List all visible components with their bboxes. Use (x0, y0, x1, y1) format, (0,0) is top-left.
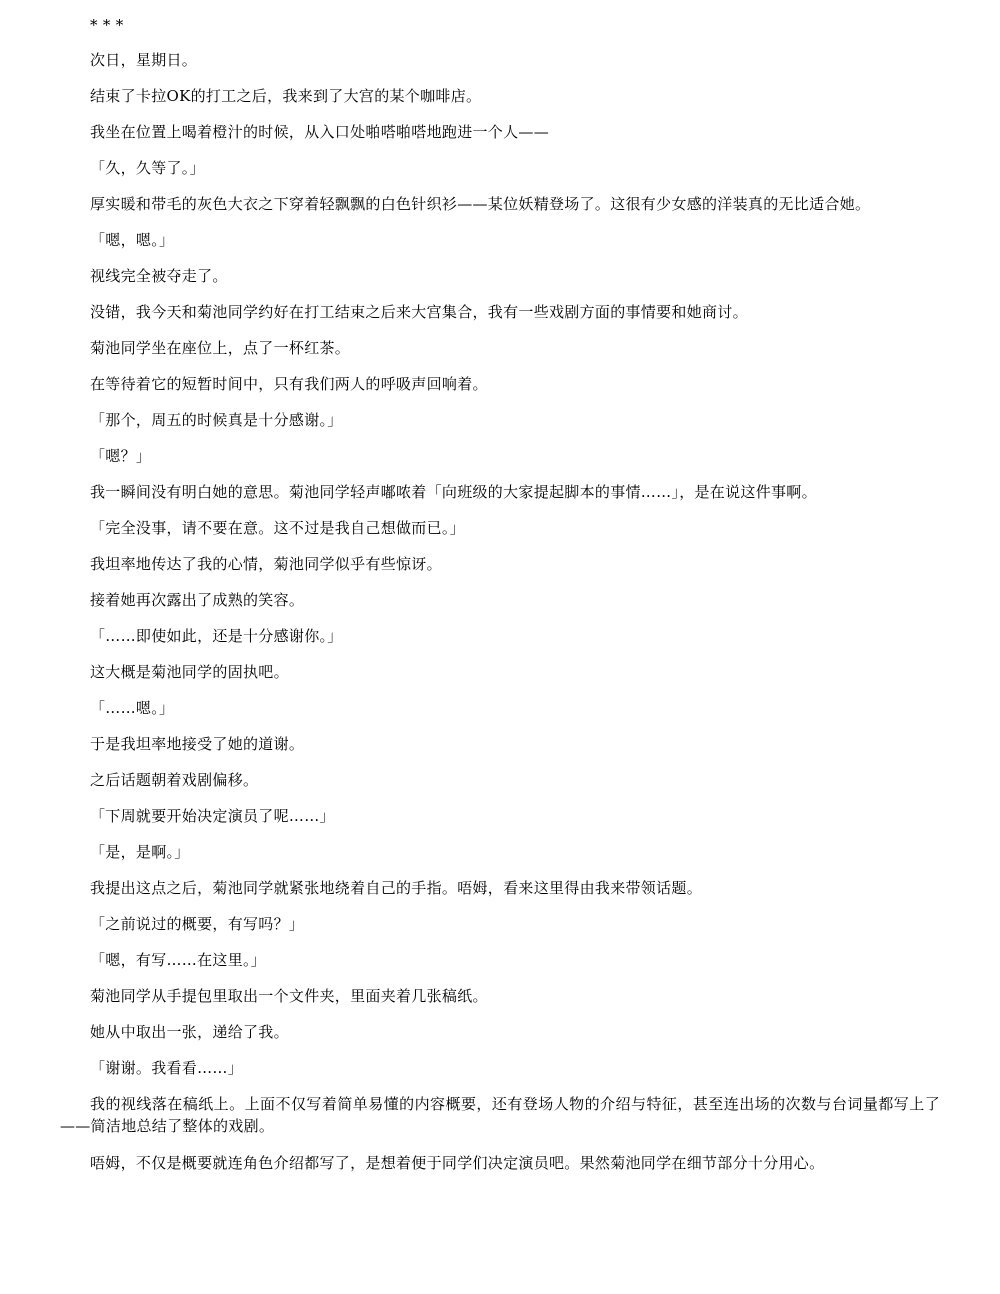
paragraph: 菊池同学坐在座位上，点了一杯红茶。 (90, 339, 351, 357)
paragraph: 这大概是菊池同学的固执吧。 (90, 663, 289, 681)
dialogue-line: 「……即使如此，还是十分感谢你。」 (90, 627, 343, 645)
scene-break: * * * (90, 16, 124, 34)
paragraph: 她从中取出一张，递给了我。 (90, 1023, 289, 1041)
dialogue-line: 「之前说过的概要，有写吗？」 (90, 915, 305, 933)
dialogue-line: 「完全没事，请不要在意。这不过是我自己想做而已。」 (90, 519, 466, 537)
paragraph: 没错，我今天和菊池同学约好在打工结束之后来大宫集合，我有一些戏剧方面的事情要和她商讨。 (90, 303, 748, 321)
paragraph: 我坐在位置上喝着橙汁的时候，从入口处啪嗒啪嗒地跑进一个人—— (90, 123, 550, 141)
dialogue-line: 「嗯，有写……在这里。」 (90, 951, 267, 969)
paragraph: 结束了卡拉OK的打工之后，我来到了大宫的某个咖啡店。 (90, 87, 482, 105)
paragraph: 菊池同学从手提包里取出一个文件夹，里面夹着几张稿纸。 (90, 987, 488, 1005)
dialogue-line: 「下周就要开始决定演员了呢……」 (90, 807, 335, 825)
paragraph: 之后话题朝着戏剧偏移。 (90, 771, 259, 789)
paragraph: 于是我坦率地接受了她的道谢。 (90, 735, 305, 753)
dialogue-line: 「谢谢。我看看……」 (90, 1059, 244, 1077)
dialogue-line: 「那个，周五的时候真是十分感谢。」 (90, 411, 343, 429)
paragraph: 视线完全被夺走了。 (90, 267, 228, 285)
dialogue-line: 「嗯？」 (90, 447, 152, 465)
paragraph: 接着她再次露出了成熟的笑容。 (90, 591, 305, 609)
paragraph: 我的视线落在稿纸上。上面不仅写着简单易懂的内容概要，还有登场人物的介绍与特征，甚至连出场的次数与台词量都写上了——简洁地总结了整体的戏剧。 (60, 1095, 940, 1135)
paragraph: 我提出这点之后，菊池同学就紧张地绕着自己的手指。唔姆，看来这里得由我来带领话题。 (90, 879, 703, 897)
dialogue-line: 「久，久等了。」 (90, 159, 205, 177)
paragraph: 在等待着它的短暂时间中，只有我们两人的呼吸声回响着。 (90, 375, 488, 393)
paragraph: 厚实暖和带毛的灰色大衣之下穿着轻飘飘的白色针织衫——某位妖精登场了。这很有少女感的洋装真的无比适合她。 (90, 195, 871, 213)
paragraph: 我坦率地传达了我的心情，菊池同学似乎有些惊讶。 (90, 555, 442, 573)
paragraph: 唔姆，不仅是概要就连角色介绍都写了，是想着便于同学们决定演员吧。果然菊池同学在细节部分十分用心。 (90, 1154, 825, 1172)
dialogue-line: 「是，是啊。」 (90, 843, 190, 861)
dialogue-line: 「……嗯。」 (90, 699, 175, 717)
paragraph: 我一瞬间没有明白她的意思。菊池同学轻声嘟哝着「向班级的大家提起脚本的事情……」，是在说这件事啊。 (90, 483, 817, 501)
dialogue-line: 「嗯，嗯。」 (90, 231, 175, 249)
paragraph: 次日，星期日。 (90, 51, 198, 69)
